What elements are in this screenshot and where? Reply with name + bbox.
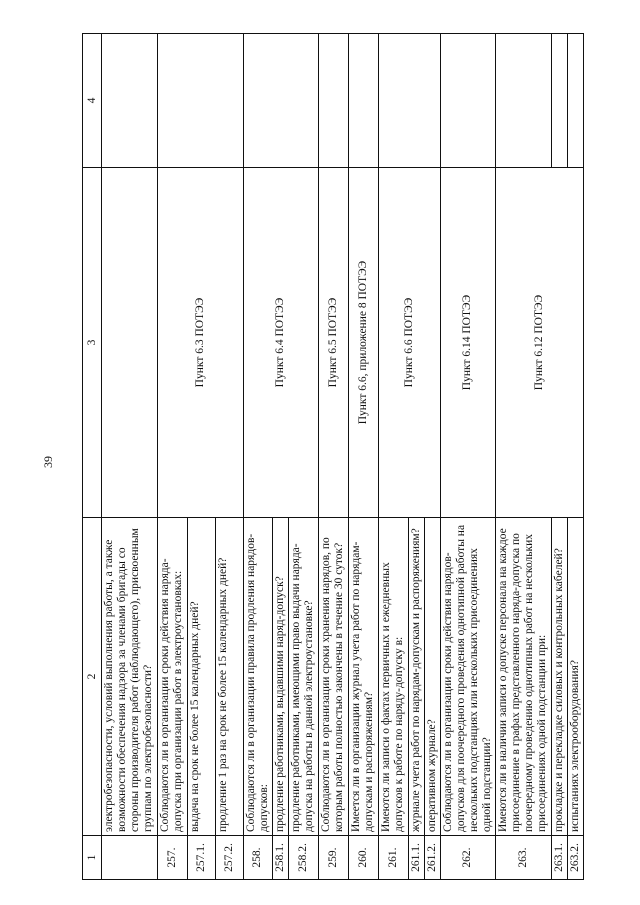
item-question: продление 1 раз на срок не более 15 календарных дней? <box>216 518 244 836</box>
item-extra <box>440 34 495 168</box>
item-number: 258.2. <box>288 836 318 880</box>
item-question: Соблюдаются ли в организации сроки действия нарядов-допусков для поочередного проведения однотипной работы на нескольких подстанциях или нескольких присоединениях одной подстанции? <box>440 518 495 836</box>
item-number: 263.2. <box>567 836 583 880</box>
item-reference: Пункт 6.14 ПОТЭЭ <box>440 168 495 518</box>
table-row <box>378 34 408 880</box>
column-header-2: 2 <box>83 518 102 836</box>
table-row <box>318 34 348 880</box>
item-extra <box>244 34 319 168</box>
item-question: журнале учета работ по нарядам-допускам и распоряжениям? <box>408 518 424 836</box>
item-number: 258. <box>244 836 273 880</box>
column-header-3: 3 <box>83 168 102 518</box>
table-row <box>102 34 158 880</box>
item-question: Имеется ли в организации журнал учета работ по нарядам-допускам и распоряжениям? <box>348 518 378 836</box>
item-number: 263. <box>495 836 551 880</box>
item-question: продление работниками, имеющими право выдачи наряда-допуска на работы в данной электроустановке? <box>288 518 318 836</box>
item-extra <box>567 34 583 168</box>
item-number: 261. <box>378 836 408 880</box>
item-extra <box>378 34 440 168</box>
item-reference: Пункт 6.3 ПОТЭЭ <box>158 168 244 518</box>
item-question: Имеются ли в наличии записи о допуске персонала на каждое присоединение в графах представленного наряда-допуска по поочередному проведению однотипных работ на нескольких присоединениях одной подстанции при: <box>495 518 551 836</box>
item-number: 257.1. <box>188 836 216 880</box>
item-extra <box>318 34 348 168</box>
item-reference: Пункт 6.6, приложение 8 ПОТЭЭ <box>348 168 378 518</box>
item-number <box>102 836 158 880</box>
item-number: 257.2. <box>216 836 244 880</box>
item-question: Соблюдаются ли в организации сроки действия наряда-допуска при организации работ в электроустановках: <box>158 518 188 836</box>
table-header-row <box>83 34 102 880</box>
table-row <box>440 34 495 880</box>
table-row <box>348 34 378 880</box>
item-extra <box>158 34 244 168</box>
item-extra <box>551 34 567 168</box>
item-question: испытаниях электрооборудования? <box>567 518 583 836</box>
item-extra <box>495 34 551 168</box>
item-number: 261.1. <box>408 836 424 880</box>
table-row <box>158 34 188 880</box>
item-number: 262. <box>440 836 495 880</box>
table-row <box>244 34 273 880</box>
item-number: 260. <box>348 836 378 880</box>
item-question: Соблюдаются ли в организации сроки хранения нарядов, по которым работы полностью закончены в течение 30 суток? <box>318 518 348 836</box>
item-extra <box>348 34 378 168</box>
column-header-4: 4 <box>83 34 102 168</box>
item-reference: Пункт 6.4 ПОТЭЭ <box>244 168 319 518</box>
item-number: 261.2. <box>424 836 440 880</box>
item-reference: Пункт 6.5 ПОТЭЭ <box>318 168 348 518</box>
page-number: 39 <box>41 456 55 468</box>
item-reference: Пункт 6.6 ПОТЭЭ <box>378 168 440 518</box>
item-number: 259. <box>318 836 348 880</box>
item-question: электробезопасности, условий выполнения работы, а также возможности обеспечения надзора за членами бригады со стороны производителя работ (наблюдающего), присвоенным группам по электробезопасности? <box>102 518 158 836</box>
item-number: 257. <box>158 836 188 880</box>
item-question: Соблюдаются ли в организации правила продления нарядов-допусков: <box>244 518 273 836</box>
item-question: продление работниками, выдавшими наряд-допуск? <box>272 518 288 836</box>
item-question: Имеются ли записи о фактах первичных и ежедневных допусков к работе по наряду-допуску в: <box>378 518 408 836</box>
checklist-table <box>82 33 584 880</box>
item-number: 263.1. <box>551 836 567 880</box>
item-question: выдача на срок не более 15 календарных дней? <box>188 518 216 836</box>
column-header-1: 1 <box>83 836 102 880</box>
item-number: 258.1. <box>272 836 288 880</box>
item-reference <box>102 168 158 518</box>
table-row <box>495 34 551 880</box>
item-extra <box>102 34 158 168</box>
item-reference: Пункт 6.12 ПОТЭЭ <box>495 168 583 518</box>
item-question: прокладке и перекладке силовых и контрольных кабелей? <box>551 518 567 836</box>
rotated-page-content <box>82 34 581 880</box>
item-question: оперативном журнале? <box>424 518 440 836</box>
